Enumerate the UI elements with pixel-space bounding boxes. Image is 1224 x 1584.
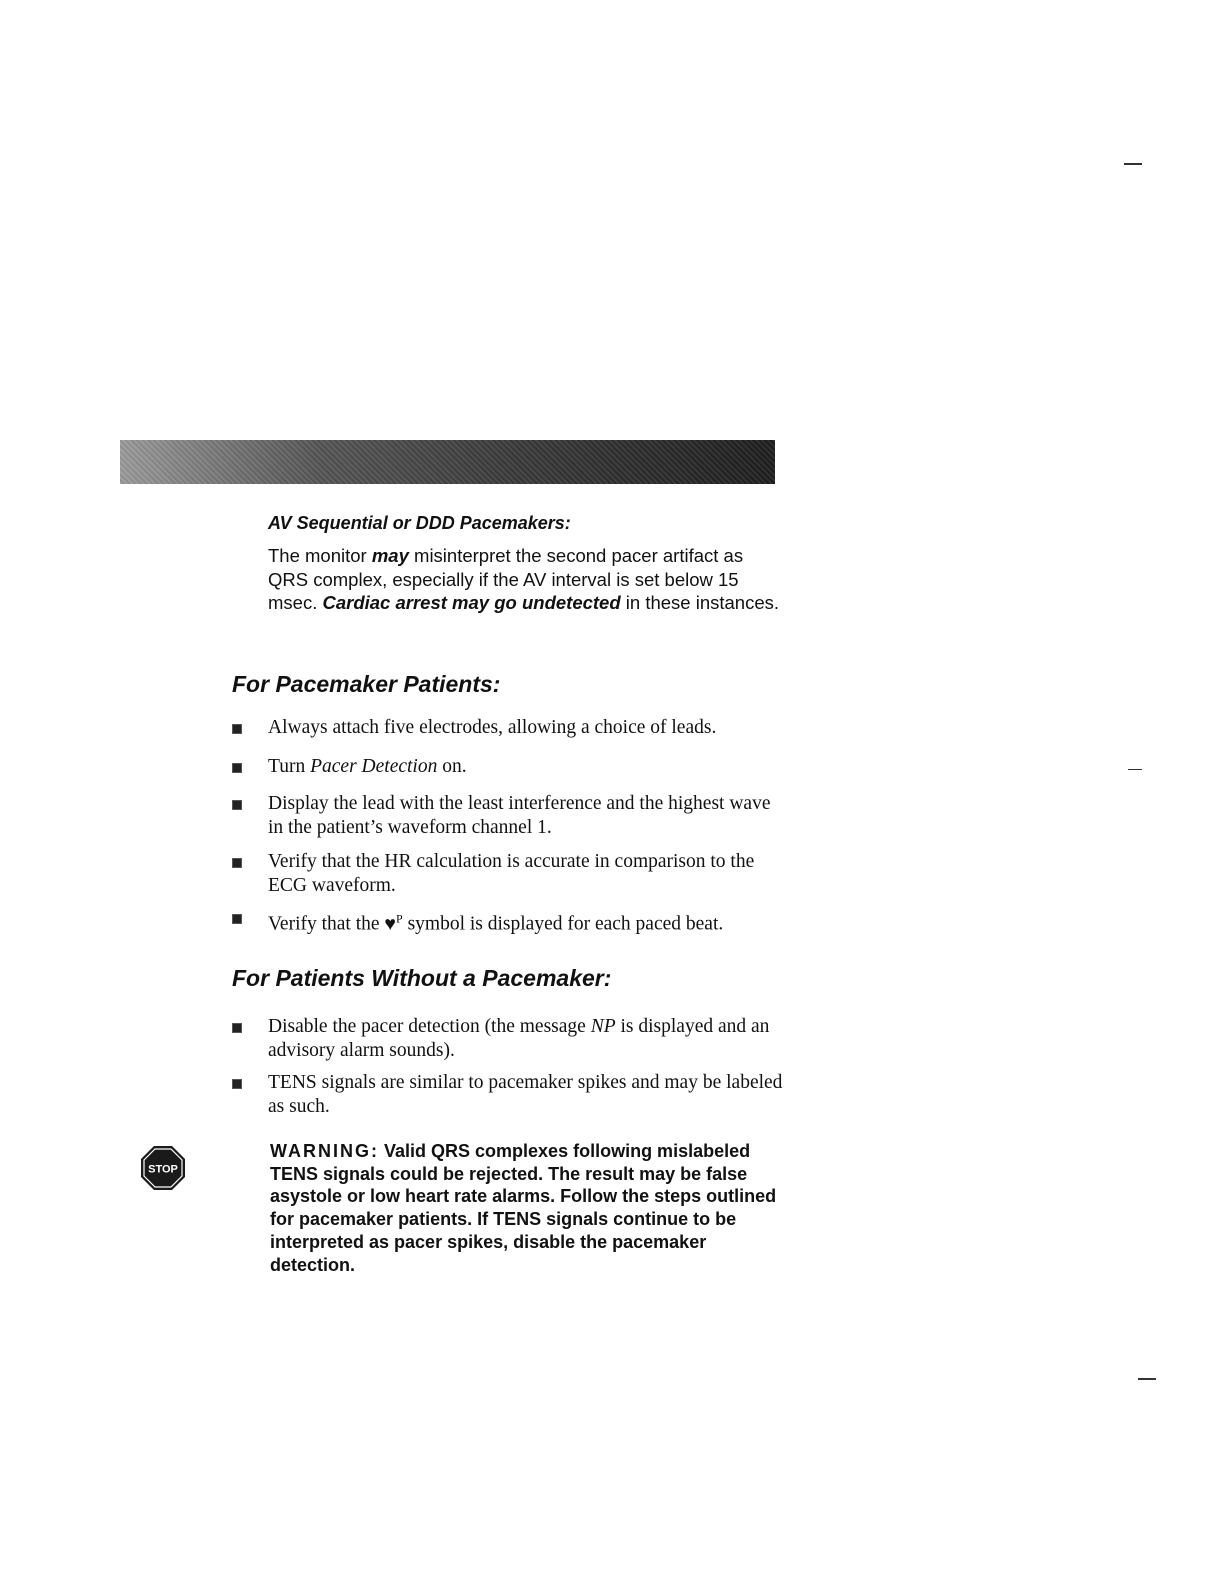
- av-em-may: may: [371, 545, 409, 566]
- square-bullet-icon: [232, 724, 242, 734]
- square-bullet-icon: [232, 763, 242, 773]
- margin-mark-top: [1124, 163, 1142, 165]
- square-bullet-icon: [232, 914, 242, 924]
- bullet-text: [268, 906, 788, 937]
- bullet-text: [268, 1015, 788, 1063]
- av-text-3: in these instances.: [620, 592, 780, 613]
- av-heading: AV Sequential or DDD Pacemakers:: [268, 513, 571, 533]
- heart-symbol: ♥: [384, 913, 396, 935]
- square-bullet-icon: [232, 858, 242, 868]
- paced-heart-icon: [384, 911, 403, 935]
- paced-superscript: P: [396, 911, 403, 925]
- stop-sign-text: STOP: [148, 1163, 178, 1176]
- text: symbol is displayed for each paced beat.: [402, 913, 724, 935]
- text: on.: [437, 756, 467, 777]
- av-text-1: The monitor: [268, 545, 372, 566]
- text: Verify that the: [268, 913, 385, 935]
- square-bullet-icon: [232, 1079, 242, 1089]
- bullet-text: Always attach five electrodes, allowing a choice of leads.: [268, 717, 717, 738]
- av-paragraph: [268, 544, 783, 615]
- np-message-term: NP: [590, 1016, 616, 1037]
- bullet-text: [268, 755, 788, 779]
- non-pacemaker-heading: For Patients Without a Pacemaker:: [232, 965, 612, 991]
- pacer-detection-term: Pacer Detection: [310, 756, 438, 777]
- av-text-2: misinterpret the second pacer artifact as QRS complex, especially if the AV interval is set below 15 msec.: [268, 545, 744, 613]
- warning-text: Valid QRS complexes following mislabeled TENS signals could be rejected. The result may be false asystole or low heart rate alarms. Follow the steps outlined for pacemaker patients. If TENS signals continue to be interpreted as pacer spikes, disable the pacemaker detection.: [270, 1141, 777, 1275]
- stop-sign-icon: [140, 1145, 186, 1191]
- warning-label: WARNING:: [270, 1141, 379, 1161]
- section-header-band: [120, 440, 775, 484]
- bullet-text: TENS signals are similar to pacemaker spikes and may be labeled as such.: [268, 1072, 783, 1117]
- margin-mark-bottom: [1138, 1378, 1156, 1380]
- pacemaker-heading: For Pacemaker Patients:: [232, 671, 501, 697]
- text: is displayed and an advisory alarm sounds).: [268, 1016, 770, 1061]
- margin-mark-middle: [1128, 769, 1142, 770]
- warning-paragraph: [270, 1140, 790, 1276]
- square-bullet-icon: [232, 800, 242, 810]
- bullet-text: Display the lead with the least interference and the highest wave in the patient’s waveform channel 1.: [268, 793, 771, 838]
- text: Turn: [268, 756, 311, 777]
- text: Disable the pacer detection (the message: [268, 1016, 591, 1037]
- bullet-text: Verify that the HR calculation is accurate in comparison to the ECG waveform.: [268, 851, 755, 896]
- av-em-cardiac-arrest: Cardiac arrest may go undetected: [322, 592, 621, 613]
- square-bullet-icon: [232, 1023, 242, 1033]
